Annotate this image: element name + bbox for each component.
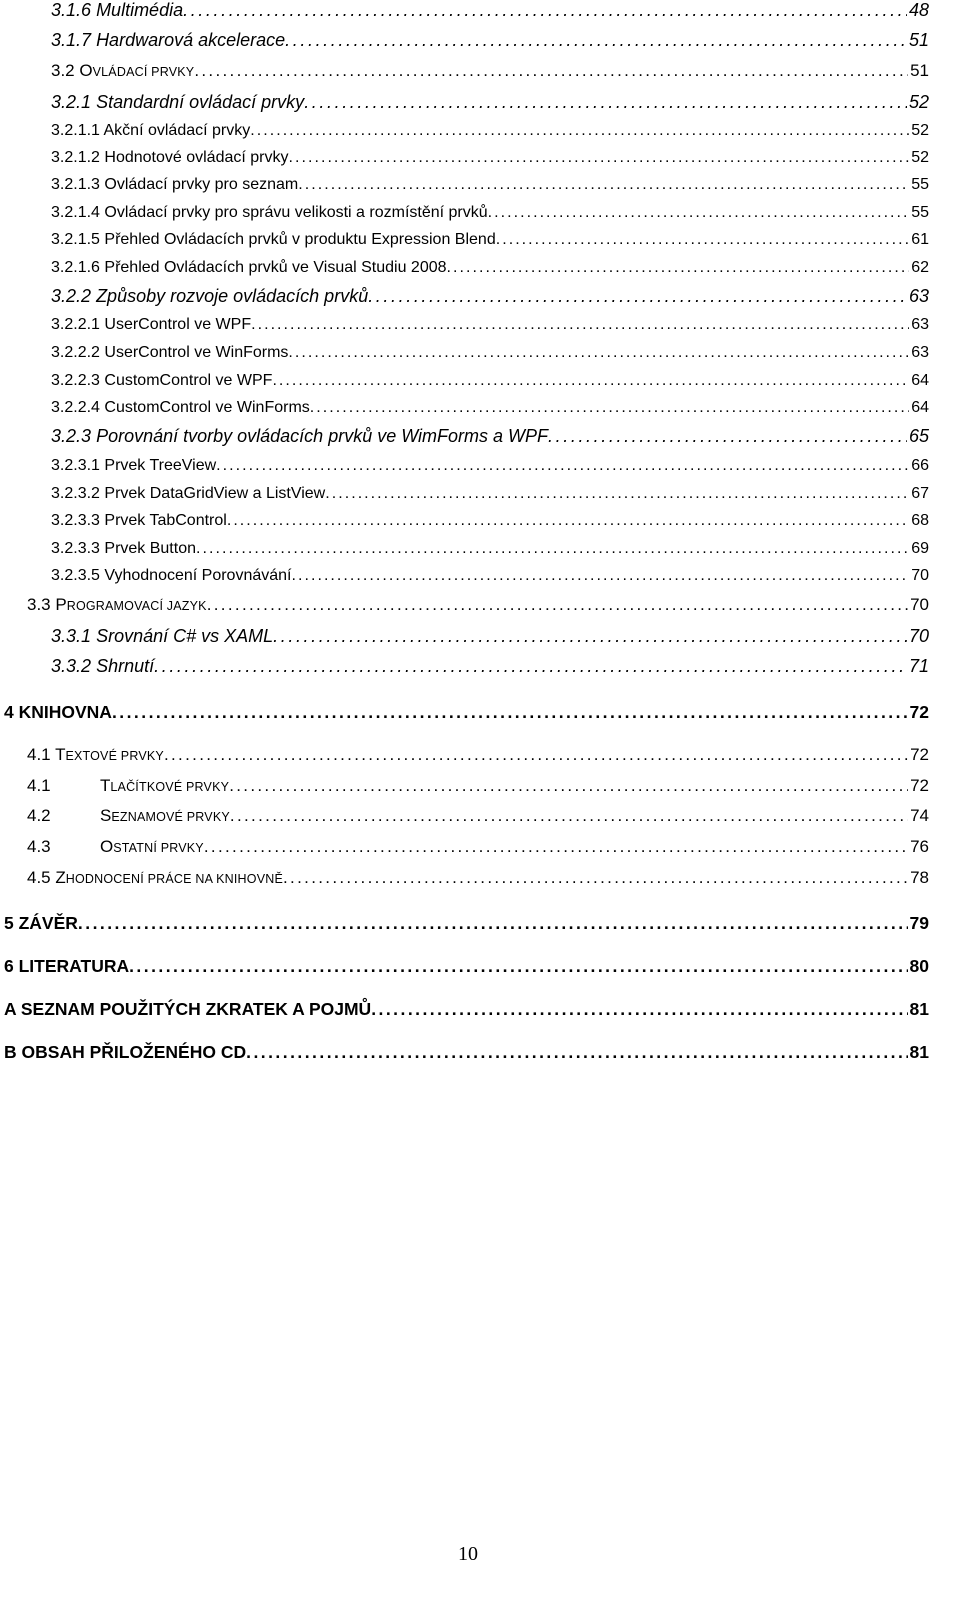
dot-leader (207, 595, 908, 615)
entry-title: Porovnání tvorby ovládacích prvků ve WimForms a WPF (96, 426, 549, 446)
entry-title: Způsoby rozvoje ovládacích prvků (96, 286, 369, 306)
entry-page: 72 (909, 702, 929, 722)
entry-title: Prvek TreeView (104, 457, 217, 474)
entry-number: 3.2.3 (51, 426, 92, 446)
entry-number: B (4, 1042, 17, 1062)
entry-number: 3.2.1.3 (51, 176, 100, 193)
entry-page: 72 (910, 776, 929, 795)
toc-entry[interactable] (51, 512, 929, 530)
page-number: 10 (458, 1543, 478, 1565)
entry-number: 3.1.7 (51, 30, 92, 50)
entry-title: Přehled Ovládacích prvků v produktu Expression Blend (104, 231, 496, 248)
dot-leader (216, 457, 909, 475)
entry-page: 76 (910, 837, 929, 856)
toc-entry[interactable] (27, 595, 929, 615)
dot-leader (304, 92, 907, 113)
dot-leader (368, 286, 907, 307)
entry-page: 63 (911, 344, 929, 361)
entry-page: 52 (911, 149, 929, 166)
entry-number: 3.2.1.2 (51, 149, 100, 166)
entry-page: 78 (910, 868, 929, 887)
entry-number: 6 (4, 956, 14, 976)
dot-leader (285, 30, 907, 51)
toc-entry[interactable] (51, 61, 929, 81)
entry-number: 3.2.3.2 (51, 485, 100, 502)
entry-title: Multimédia (96, 0, 184, 20)
entry-title: TLAČÍTKOVÉ PRVKY (100, 776, 230, 795)
entry-number: 3.2.1 (51, 92, 92, 112)
toc-entry[interactable] (27, 776, 929, 796)
entry-page: 48 (908, 0, 929, 20)
dot-leader (204, 837, 908, 857)
entry-page: 81 (909, 999, 929, 1019)
dot-leader (196, 540, 909, 558)
entry-title: OSTATNÍ PRVKY (100, 837, 204, 856)
entry-number: 3.1.6 (51, 0, 92, 20)
entry-number: 3.2.3.1 (51, 457, 100, 474)
entry-title: Akční ovládací prvky (103, 122, 251, 139)
dot-leader (183, 0, 907, 21)
dot-leader (496, 231, 909, 249)
dot-leader (289, 149, 910, 167)
toc-entry[interactable] (51, 540, 929, 558)
toc-entry[interactable] (51, 426, 929, 447)
entry-title: LITERATURA (18, 956, 130, 976)
entry-number: 4.3 (27, 837, 51, 856)
entry-title: Hodnotové ovládací prvky (104, 149, 289, 166)
entry-page: 55 (911, 204, 929, 221)
entry-number: 3.2.2.2 (51, 344, 100, 361)
dot-leader (194, 61, 908, 81)
dot-leader (548, 426, 907, 447)
entry-page: 71 (908, 656, 929, 676)
entry-title: SEZNAM POUŽITÝCH ZKRATEK A POJMŮ (20, 999, 372, 1019)
entry-number: 3.2.1.4 (51, 204, 100, 221)
entry-title: Srovnání C# vs XAML (96, 626, 274, 646)
toc-entry[interactable] (51, 372, 929, 390)
entry-page: 51 (910, 61, 929, 80)
entry-page: 63 (908, 286, 929, 306)
toc-entry[interactable] (51, 344, 929, 362)
dot-leader (250, 122, 909, 140)
entry-page: 67 (911, 485, 929, 502)
toc-entry[interactable] (51, 457, 929, 475)
entry-number: 3.2.2 (51, 286, 92, 306)
toc-entry[interactable] (51, 567, 929, 585)
entry-number: 3.2.3.3 (51, 512, 100, 529)
dot-leader (310, 399, 909, 417)
dot-leader (273, 626, 907, 647)
entry-title: OBSAH PŘILOŽENÉHO CD (21, 1042, 247, 1062)
entry-page: 70 (911, 567, 929, 584)
toc-entry[interactable] (27, 868, 929, 888)
dot-leader (227, 512, 909, 530)
toc-entry[interactable] (51, 316, 929, 334)
toc-entry[interactable] (51, 176, 929, 194)
entry-page: 79 (909, 913, 929, 933)
dot-leader (246, 1042, 907, 1063)
toc-entry[interactable] (4, 999, 929, 1020)
dot-leader (325, 485, 909, 503)
dot-leader (154, 656, 907, 677)
entry-page: 64 (911, 372, 929, 389)
entry-title: Ovládací prvky pro seznam (104, 176, 299, 193)
entry-number: 3.2.3.3 (51, 540, 100, 557)
dot-leader (447, 259, 910, 277)
toc-entry[interactable] (51, 122, 929, 140)
toc-entry[interactable] (27, 806, 929, 826)
dot-leader (251, 316, 909, 334)
entry-title: Přehled Ovládacích prvků ve Visual Studiu 2008 (104, 259, 447, 276)
entry-title: CustomControl ve WPF (104, 372, 273, 389)
toc-entry[interactable] (51, 30, 929, 51)
entry-title: Prvek DataGridView a ListView (104, 485, 326, 502)
toc-entry[interactable] (51, 399, 929, 417)
dot-leader (229, 776, 908, 796)
entry-page: 69 (911, 540, 929, 557)
dot-leader (488, 204, 910, 222)
dot-leader (164, 745, 908, 765)
entry-title: ZÁVĚR (18, 913, 78, 933)
toc-entry[interactable] (51, 204, 929, 222)
entry-page: 52 (908, 92, 929, 112)
entry-number: 3.2.1.1 (51, 122, 100, 139)
entry-number: 5 (4, 913, 14, 933)
entry-number: 3.3.2 (51, 656, 92, 676)
entry-title: Hardwarová akcelerace (96, 30, 286, 50)
toc-entry[interactable] (51, 0, 929, 21)
entry-page: 64 (911, 399, 929, 416)
toc-entry[interactable] (51, 231, 929, 249)
entry-page: 65 (908, 426, 929, 446)
entry-page: 66 (911, 457, 929, 474)
entry-page: 70 (908, 626, 929, 646)
entry-number: 3.2.2.4 (51, 399, 100, 416)
entry-number: 4.5 (27, 868, 51, 887)
dot-leader (129, 956, 907, 977)
entry-page: 80 (909, 956, 929, 976)
entry-number: 3.2.1.5 (51, 231, 100, 248)
entry-number: 3.3.1 (51, 626, 92, 646)
toc-entry[interactable] (4, 1042, 929, 1063)
toc-entry[interactable] (4, 913, 929, 934)
entry-title: UserControl ve WinForms (104, 344, 289, 361)
dot-leader (272, 372, 909, 390)
entry-title: Ovládací prvky pro správu velikosti a rozmístění prvků (104, 204, 488, 221)
toc-entry[interactable] (27, 837, 929, 857)
toc-entry[interactable] (51, 286, 929, 307)
entry-number: 3.2.3.5 (51, 567, 100, 584)
dot-leader (283, 868, 908, 888)
entry-page: 72 (910, 745, 929, 764)
toc-entry[interactable] (51, 92, 929, 113)
entry-page: 61 (911, 231, 929, 248)
entry-title: Prvek Button (104, 540, 196, 557)
entry-number: 3.2.1.6 (51, 259, 100, 276)
entry-title: TEXTOVÉ PRVKY (55, 745, 164, 764)
toc-entry[interactable] (51, 485, 929, 503)
toc-entry[interactable] (51, 149, 929, 167)
dot-leader (288, 344, 909, 362)
toc-entry[interactable] (51, 626, 929, 647)
entry-number: 4.2 (27, 806, 51, 825)
dot-leader (291, 567, 909, 585)
entry-title: Shrnutí (96, 656, 155, 676)
entry-title: CustomControl ve WinForms (104, 399, 310, 416)
entry-number: 4 (4, 702, 14, 722)
entry-title: Vyhodnocení Porovnávání (104, 567, 292, 584)
entry-number: 3.2.2.1 (51, 316, 100, 333)
entry-number: 3.3 (27, 595, 51, 614)
toc-entry[interactable] (27, 745, 929, 765)
entry-page: 62 (911, 259, 929, 276)
dot-leader (298, 176, 909, 194)
entry-page: 63 (911, 316, 929, 333)
entry-page: 52 (911, 122, 929, 139)
entry-title: KNIHOVNA (18, 702, 112, 722)
entry-page: 74 (910, 806, 929, 825)
entry-number: 4.1 (27, 745, 51, 764)
entry-number: 3.2 (51, 61, 75, 80)
toc-entry[interactable] (51, 656, 929, 677)
entry-page: 81 (909, 1042, 929, 1062)
entry-title: UserControl ve WPF (104, 316, 252, 333)
entry-title: PROGRAMOVACÍ JAZYK (55, 595, 207, 614)
toc-entry[interactable] (4, 702, 929, 723)
toc-entry[interactable] (4, 956, 929, 977)
entry-number: 3.2.2.3 (51, 372, 100, 389)
entry-title: Prvek TabControl (104, 512, 227, 529)
entry-page: 70 (910, 595, 929, 614)
toc-entry[interactable] (51, 259, 929, 277)
dot-leader (230, 806, 908, 826)
entry-page: 55 (911, 176, 929, 193)
entry-title: ZHODNOCENÍ PRÁCE NA KNIHOVNĚ (55, 868, 284, 887)
dot-leader (371, 999, 907, 1020)
dot-leader (78, 913, 908, 934)
dot-leader (112, 702, 908, 723)
entry-title: SEZNAMOVÉ PRVKY (100, 806, 230, 825)
entry-page: 51 (908, 30, 929, 50)
entry-number: 4.1 (27, 776, 51, 795)
entry-page: 68 (911, 512, 929, 529)
entry-title: Standardní ovládací prvky (96, 92, 305, 112)
entry-title: OVLÁDACÍ PRVKY (79, 61, 195, 80)
entry-number: A (4, 999, 16, 1019)
